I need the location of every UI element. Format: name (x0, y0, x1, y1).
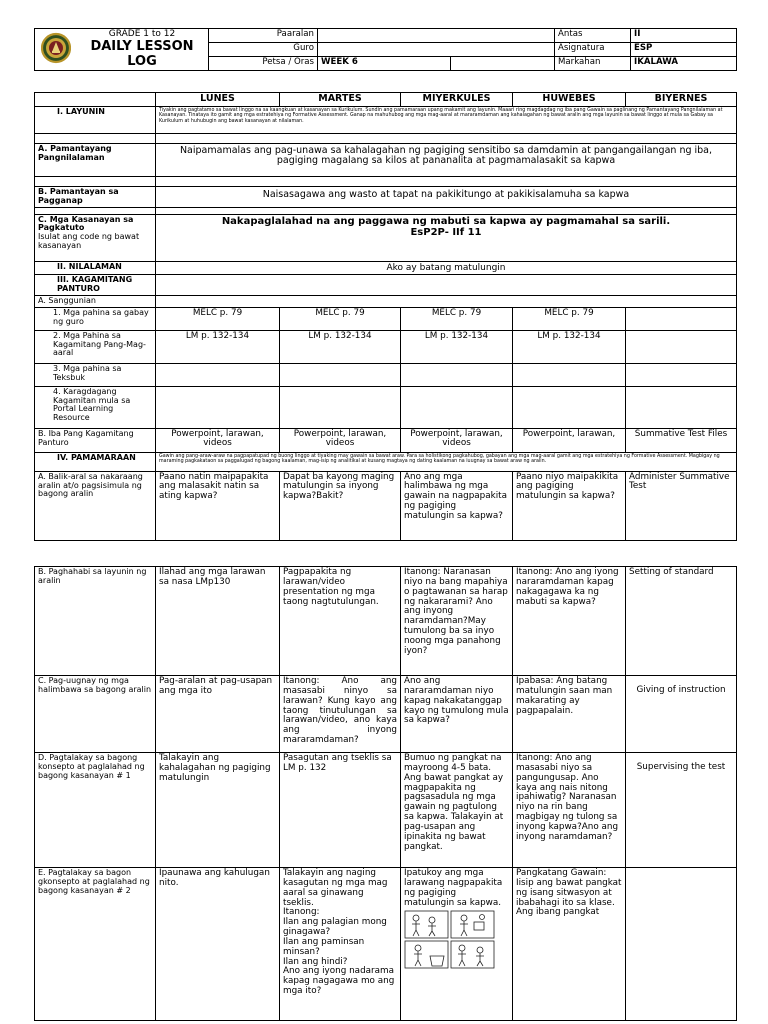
sanggunian-cell (156, 386, 280, 428)
tue-question: Ilan ang paminsan minsan? (283, 936, 365, 957)
days-header-blank (35, 93, 156, 107)
balik-aral-cell: Dapat ba kayong maging matulungin sa inyong kapwa?Bakit? (280, 471, 401, 540)
day-header-biyernes: BIYERNES (626, 93, 737, 107)
pagtalakay-1-cell: Supervising the test (626, 753, 737, 868)
sanggunian-cell (513, 386, 626, 428)
pagtalakay-2-cell (626, 868, 737, 1021)
kagamitan-cell: Powerpoint, larawan, (513, 428, 626, 452)
sanggunian-cell (626, 363, 737, 386)
pagtalakay-2-tue-text: Talakayin ang naging kasagutan ng mga mag aaral sa ginawang tseklis. (283, 868, 388, 908)
pamamaraan-note: Gawin ang pang-araw-araw na pagpapatupad ng buong linggo at tiyaking may gawain sa bawat araw. Para sa holistikong pagkahubog, gabayan ang mga mag-aaral gamit ang mga estratehiya ng Formative Assessment. Magbigay ng maraming pagkakataon sa paggalugad ng bagong kaalaman, mag-isip ng analitikal at kusang magtaya ng dating kaalaman na iuugnay sa bawat araw ng aralin. (156, 452, 737, 471)
iba-pang-kagamitan-label: B. Iba Pang Kagamitang Panturo (35, 428, 156, 452)
deped-seal-icon (41, 31, 71, 65)
pagtalakay-1-cell: Talakayin ang kahalagahan ng pagiging matulungin (156, 753, 280, 868)
balik-aral-cell: Paano natin maipapakita ang malasakit natin sa ating kapwa? (156, 471, 280, 540)
sanggunian-cell (280, 386, 401, 428)
pamantayan-pagganap-row (35, 186, 737, 207)
layunin-row (35, 106, 737, 133)
header-title-cell (35, 29, 209, 71)
kasanayan-row (35, 214, 737, 261)
paghahabi-cell: Itanong: Naranasan niyo na bang mapahiya o pagtawanan sa harap ng nakararami? Ano ang inyong naramdaman?May tumulong ba sa inyo noong mga panahong iyon? (401, 567, 513, 676)
pag-uugnay-cell: Giving of instruction (626, 676, 737, 753)
paghahabi-label: B. Paghahabi sa layunin ng aralin (35, 567, 156, 676)
asignatura-label: Asignatura (555, 43, 631, 57)
day-header-lunes: LUNES (156, 93, 280, 107)
spacer-cell (35, 133, 156, 143)
day-header-martes: MARTES (280, 93, 401, 107)
pagtalakay-2-cell-wed (401, 868, 513, 1021)
balik-aral-label: A. Balik-aral sa nakaraang aralin at/o pagsisimula ng bagong aralin (35, 471, 156, 540)
pag-uugnay-cell: Ipabasa: Ang batang matulungin saan man makarating ay pagpapalain. (513, 676, 626, 753)
spacer-cell (35, 207, 156, 214)
kasanayan-label-cell (35, 214, 156, 261)
paaralan-label: Paaralan (209, 29, 318, 43)
helping-pictures-illustration (404, 910, 509, 974)
petsa-label: Petsa / Oras (209, 57, 318, 71)
nilalaman-label: II. NILALAMAN (35, 261, 156, 274)
sanggunian-cell: LM p. 132-134 (513, 330, 626, 363)
spacer-cell (156, 133, 737, 143)
pagtalakay-2-cell: Pangkatang Gawain: Iisip ang bawat pangkat ng isang sitwasyon at ibabahagi ito sa klase. Ang ibang pangkat (513, 868, 626, 1021)
spacer-cell (156, 176, 737, 186)
sanggunian-cell (156, 363, 280, 386)
sanggunian-item-row (35, 307, 737, 330)
sanggunian-cell (401, 386, 513, 428)
sanggunian-cell (626, 307, 737, 330)
sanggunian-text (156, 295, 737, 307)
sanggunian-cell: LM p. 132-134 (401, 330, 513, 363)
pagtalakay-1-wed-text: Bumuo ng pangkat na mayroong 4-5 bata. Ang bawat pangkat ay magpapakita ng pagsasadula ng mga gawain ng pagtulong sa kapwa. (404, 753, 504, 823)
spacer-cell (156, 207, 737, 214)
paghahabi-cell: Itanong: Ano ang iyong nararamdaman kapag nakagagawa ka ng mabuti sa kapwa? (513, 567, 626, 676)
kagamitan-text (156, 274, 737, 295)
markahan-field[interactable]: IKALAWA (631, 57, 737, 71)
kagamitan-cell: Powerpoint, larawan, videos (401, 428, 513, 452)
sanggunian-item-label: 3. Mga pahina sa Teksbuk (35, 363, 156, 386)
lesson-log-table-page-2 (34, 566, 737, 1021)
pamantayang-pangnilalaman-text: Naipamamalas ang pag-unawa sa kahalagahan ng pagiging sensitibo sa damdamin at pangangailangan ng iba, pagiging magalang sa kilos at pananalita at pagmamalasakit sa kapwa (156, 143, 737, 176)
balik-aral-cell: Paano niyo maipakikita ang pagiging matulungin sa kapwa? (513, 471, 626, 540)
paghahabi-cell: Setting of standard (626, 567, 737, 676)
balik-aral-cell: Administer Summative Test (626, 471, 737, 540)
asignatura-field[interactable]: ESP (631, 43, 737, 57)
pag-uugnay-cell: Ano ang nararamdaman niyo kapag nakakatanggap kayo ng tumulong mula sa kapwa? (401, 676, 513, 753)
tue-question: Ano ang iyong nadarama kapag nagagawa mo ang mga ito? (283, 966, 395, 997)
kagamitan-row (35, 274, 737, 295)
tue-question: Ilan ang hindi? (283, 956, 348, 967)
helping-children-drawing-icon (404, 910, 496, 970)
paghahabi-row (35, 567, 737, 676)
kasanayan-label: C. Mga Kasanayan sa Pagkatuto (38, 214, 134, 233)
grade-label: GRADE 1 to 12 (108, 29, 176, 39)
tue-question: Ilan ang palagian mong ginagawa? (283, 917, 387, 938)
sanggunian-cell (401, 363, 513, 386)
sanggunian-cell: MELC p. 79 (401, 307, 513, 330)
page-title: DAILY LESSON LOG (90, 39, 194, 69)
kagamitan-cell: Powerpoint, larawan, videos (280, 428, 401, 452)
paghahabi-cell: Pagpapakita ng larawan/video presentation ng mga taong nagtutulungan. (280, 567, 401, 676)
paaralan-field[interactable] (318, 29, 555, 43)
layunin-label: I. LAYUNIN (35, 106, 156, 133)
layunin-note: Tiyakin ang pagtatamo sa bawat linggo na sa kaangkuan at kasanayan sa Kurikulum. Sundin ang pamamaraan upang makamit ang layunin. Maaari ring magdagdag ng iba pang Gawain sa paglinang ng Pamantayang Pangnilalaman at Kasanayan. Tinataya ito gamit ang mga estratehiya ng Formative Assessment. Ganap na mahuhubog ang mga mag-aaral at mararamdaman ang kahalagahan ng bawat aralin ang mga layunin sa bawat linggo at mula sa Gabay sa Kurikulum at huhubugin ang bawat kasanayan at nilalaman. (156, 106, 737, 133)
sanggunian-cell: LM p. 132-134 (280, 330, 401, 363)
balik-aral-row (35, 471, 737, 540)
balik-aral-cell: Ano ang mga halimbawa ng mga gawain na nagpapakita ng pagiging matulungin sa kapwa? (401, 471, 513, 540)
pagtalakay-2-label: E. Pagtalakay sa bagon gkonsepto at paglalahad ng bagong kasanayan # 2 (35, 868, 156, 1021)
sanggunian-label: A. Sanggunian (35, 295, 156, 307)
pagtalakay-1-row (35, 753, 737, 868)
markahan-label: Markahan (555, 57, 631, 71)
pamamaraan-label: IV. PAMAMARAAN (35, 452, 156, 471)
sanggunian-item-label: 1. Mga pahina sa gabay ng guro (35, 307, 156, 330)
lesson-log-table (34, 92, 737, 541)
sanggunian-cell: MELC p. 79 (280, 307, 401, 330)
guro-field[interactable] (318, 43, 555, 57)
days-header-row (35, 93, 737, 107)
kasanayan-text-cell (156, 214, 737, 261)
nilalaman-row (35, 261, 737, 274)
pag-uugnay-label: C. Pag-uugnay ng mga halimbawa sa bagong aralin (35, 676, 156, 753)
sanggunian-cell: MELC p. 79 (513, 307, 626, 330)
nilalaman-text: Ako ay batang matulungin (156, 261, 737, 274)
pamamaraan-row (35, 452, 737, 471)
sanggunian-cell (626, 386, 737, 428)
petsa-extra-field[interactable] (451, 57, 555, 71)
kagamitan-label: III. KAGAMITANG PANTURO (35, 274, 156, 295)
pamantayang-pangnilalaman-row (35, 143, 737, 176)
antas-label: Antas (555, 29, 631, 43)
paghahabi-cell: Ilahad ang mga larawan sa nasa LMp130 (156, 567, 280, 676)
sanggunian-row (35, 295, 737, 307)
sanggunian-cell (280, 363, 401, 386)
pagtalakay-1-wed-extra: Talakayin at pag-usapan ang ipinakita ng bawat pangkat. (404, 812, 504, 852)
pag-uugnay-cell: Itanong: Ano ang masasabi ninyo sa larawan? Kung kayo ang taong tinutulungan sa larawan/video, ano kaya ang inyong mararamdaman? (280, 676, 401, 753)
sanggunian-item-label: 2. Mga Pahina sa Kagamitang Pang-Mag-aaral (35, 330, 156, 363)
pamantayan-pagganap-label: B. Pamantayan sa Pagganap (35, 186, 156, 207)
pamantayan-pagganap-text: Naisasagawa ang wasto at tapat na pakikitungo at pakikisalamuha sa kapwa (156, 186, 737, 207)
pagtalakay-1-cell: Itanong: Ano ang masasabi niyo sa pangungusap. Ano kaya ang nais nitong ipahiwatig? Naranasan niyo na rin bang magbigay ng tulong sa inyong kapwa?Ano ang inyong naramdaman? (513, 753, 626, 868)
sanggunian-item-label: 4. Karagdagang Kagamitan mula sa Portal Learning Resource (35, 386, 156, 428)
guro-label: Guro (209, 43, 318, 57)
pagtalakay-2-wed-text: Ipatukoy ang mga larawang nagpapakita ng pagiging matulungin sa kapwa. (404, 868, 503, 908)
sanggunian-cell: MELC p. 79 (156, 307, 280, 330)
antas-field[interactable]: II (631, 29, 737, 43)
sanggunian-item-row (35, 330, 737, 363)
sanggunian-cell (513, 363, 626, 386)
day-header-huwebes: HUWEBES (513, 93, 626, 107)
sanggunian-cell: LM p. 132-134 (156, 330, 280, 363)
sanggunian-cell (626, 330, 737, 363)
kasanayan-sublabel: Isulat ang code ng bawat kasanayan (38, 232, 140, 251)
kasanayan-code: EsP2P- IIf 11 (410, 226, 482, 238)
pagtalakay-1-label: D. Pagtalakay sa bagong konsepto at paglalahad ng bagong kasanayan # 1 (35, 753, 156, 868)
tue-question: Itanong: (283, 907, 320, 918)
pagtalakay-1-cell: Pasagutan ang tseklis sa LM p. 132 (280, 753, 401, 868)
sanggunian-item-row (35, 363, 737, 386)
kagamitan-cell: Summative Test Files (626, 428, 737, 452)
pagtalakay-2-cell-tue (280, 868, 401, 1021)
spacer-cell (35, 176, 156, 186)
pagtalakay-2-row (35, 868, 737, 1021)
sanggunian-item-row (35, 386, 737, 428)
petsa-field[interactable]: WEEK 6 (318, 57, 451, 71)
iba-pang-kagamitan-row (35, 428, 737, 452)
kasanayan-text: Nakapaglalahad na ang paggawa ng mabuti sa kapwa ay pagmamahal sa sarili. (221, 215, 671, 227)
kagamitan-cell: Powerpoint, larawan, videos (156, 428, 280, 452)
pag-uugnay-row (35, 676, 737, 753)
pag-uugnay-cell: Pag-aralan at pag-usapan ang mga ito (156, 676, 280, 753)
header-table (34, 28, 737, 71)
day-header-miyerkules: MIYERKULES (401, 93, 513, 107)
pagtalakay-2-cell: Ipaunawa ang kahulugan nito. (156, 868, 280, 1021)
pamantayang-pangnilalaman-label: A. Pamantayang Pangnilalaman (35, 143, 156, 176)
pagtalakay-1-cell-wed (401, 753, 513, 868)
